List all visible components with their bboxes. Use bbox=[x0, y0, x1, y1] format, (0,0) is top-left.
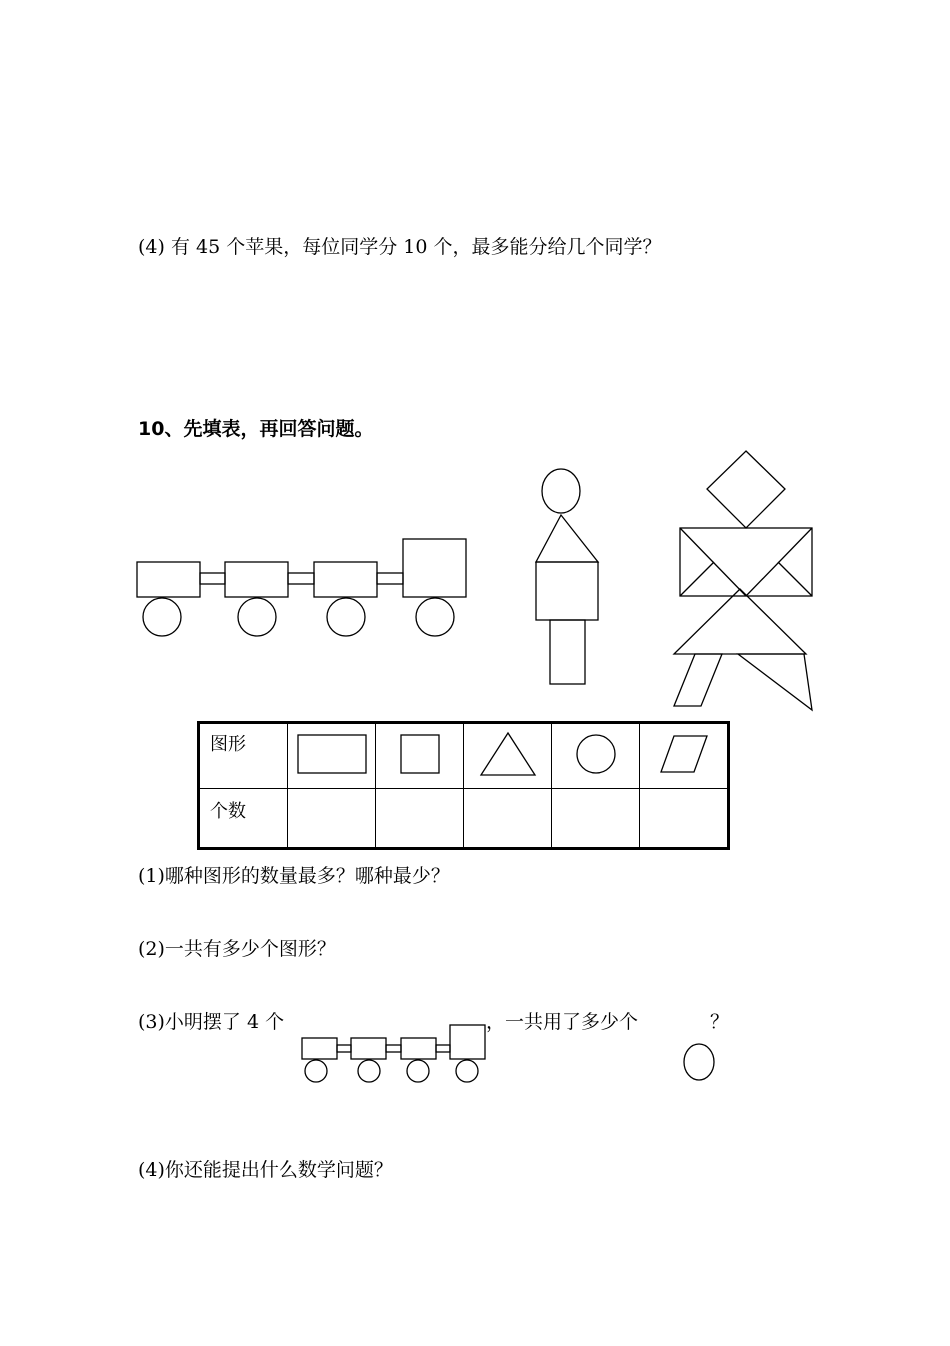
small-train-car-1 bbox=[302, 1038, 337, 1059]
tangram-arm-left bbox=[680, 562, 714, 596]
train-engine bbox=[403, 539, 466, 597]
question-10-3-part-c: ？ bbox=[710, 1011, 730, 1033]
question-4: (4) 有 45 个苹果，每位同学分 10 个，最多能分给几个同学？ bbox=[138, 236, 662, 258]
small-train-wheel-3 bbox=[407, 1060, 429, 1082]
small-train-wheel-2 bbox=[358, 1060, 380, 1082]
row-label-count: 个数 bbox=[199, 789, 288, 849]
person-figure bbox=[536, 469, 598, 684]
train-link-3 bbox=[377, 573, 403, 584]
person-triangle bbox=[536, 515, 598, 562]
tangram-arm-right bbox=[778, 562, 812, 596]
count-rectangle[interactable] bbox=[288, 789, 376, 849]
tangram-figure bbox=[674, 451, 812, 710]
count-square[interactable] bbox=[376, 789, 464, 849]
cell-parallelogram bbox=[640, 723, 729, 789]
person-body bbox=[536, 562, 598, 620]
small-train-link-2 bbox=[386, 1045, 401, 1052]
cell-rectangle bbox=[288, 723, 376, 789]
circle-icon bbox=[574, 732, 618, 776]
train-wheel-2 bbox=[238, 598, 276, 636]
q3-circle-icon bbox=[684, 1044, 714, 1080]
question-10-3-part-b: ，一共用了多少个 bbox=[486, 1011, 639, 1033]
train-wheel-1 bbox=[143, 598, 181, 636]
tangram-head bbox=[707, 451, 785, 528]
tangram-right-leg bbox=[738, 654, 812, 710]
train-wheel-3 bbox=[327, 598, 365, 636]
count-parallelogram[interactable] bbox=[640, 789, 729, 849]
small-train-car-3 bbox=[401, 1038, 436, 1059]
tangram-left-leg bbox=[674, 654, 722, 706]
question-10-2: (2)一共有多少个图形？ bbox=[138, 938, 336, 960]
small-train-wheel-4 bbox=[456, 1060, 478, 1082]
train-car-2 bbox=[225, 562, 288, 597]
train-wheel-4 bbox=[416, 598, 454, 636]
cell-circle bbox=[552, 723, 640, 789]
small-train-engine bbox=[450, 1025, 485, 1059]
cell-triangle bbox=[464, 723, 552, 789]
row-label-shapes: 图形 bbox=[199, 723, 288, 789]
person-head bbox=[542, 469, 580, 513]
rectangle-icon bbox=[295, 732, 369, 776]
count-circle[interactable] bbox=[552, 789, 640, 849]
question-10-4: (4)你还能提出什么数学问题？ bbox=[138, 1159, 393, 1181]
tangram-torso bbox=[680, 528, 812, 596]
train-link-2 bbox=[288, 573, 314, 584]
shape-count-table bbox=[197, 721, 730, 850]
triangle-icon bbox=[478, 729, 538, 779]
train-link-1 bbox=[200, 573, 225, 584]
question-10-3-part-a: (3)小明摆了 4 个 bbox=[138, 1011, 285, 1033]
cell-square bbox=[376, 723, 464, 789]
small-train-link-1 bbox=[337, 1045, 351, 1052]
small-train-wheel-1 bbox=[305, 1060, 327, 1082]
question-10-1: (1)哪种图形的数量最多？哪种最少？ bbox=[138, 865, 450, 887]
train-figure bbox=[137, 539, 466, 636]
square-icon bbox=[398, 732, 442, 776]
parallelogram-icon bbox=[658, 732, 710, 776]
tangram-skirt bbox=[674, 589, 806, 654]
train-car-3 bbox=[314, 562, 377, 597]
train-car-1 bbox=[137, 562, 200, 597]
section-title: 10、先填表，再回答问题。 bbox=[138, 418, 374, 440]
person-legs bbox=[550, 620, 585, 684]
small-train-figure bbox=[302, 1025, 485, 1082]
small-train-link-3 bbox=[436, 1045, 450, 1052]
count-triangle[interactable] bbox=[464, 789, 552, 849]
small-train-car-2 bbox=[351, 1038, 386, 1059]
